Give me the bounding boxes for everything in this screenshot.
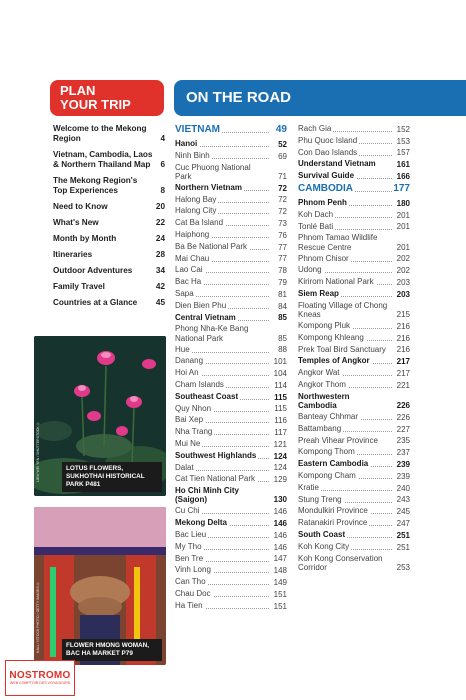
logo-name: NOSTROMO — [9, 670, 71, 681]
toc-entry-title: South Coast — [298, 529, 346, 539]
photo-credit: KALL / ISTOCK PHOTO / GETTY IMAGES © — [36, 581, 40, 653]
toc-entry-title: Survival Guide — [298, 171, 355, 181]
toc-entry[interactable] — [298, 198, 410, 208]
toc-entry-page: 243 — [396, 495, 410, 505]
toc-entry-page: 239 — [396, 471, 410, 481]
toc-entry-page: 52 — [278, 139, 287, 149]
toc-entry[interactable] — [175, 206, 287, 216]
toc-entry[interactable] — [175, 565, 287, 575]
toc-entry-page: 130 — [273, 495, 287, 505]
toc-entry-page: 124 — [273, 463, 287, 473]
toc-entry-page: 216 — [396, 333, 410, 343]
toc-entry-page: 85 — [278, 313, 287, 323]
plan-item[interactable] — [53, 234, 165, 244]
toc-entry-page: 201 — [396, 222, 410, 232]
toc-entry[interactable] — [175, 577, 287, 587]
toc-entry-page: 78 — [278, 266, 287, 276]
toc-entry-page: 124 — [273, 451, 287, 461]
plan-item[interactable] — [53, 124, 165, 144]
toc-entry-page: 81 — [278, 289, 287, 299]
toc-entry[interactable] — [298, 459, 410, 469]
toc-entry-title: Prek Toal Bird Sanctuary — [298, 344, 386, 354]
toc-entry[interactable] — [175, 368, 287, 378]
section-heading[interactable] — [175, 124, 287, 135]
toc-entry-title: Cham Islands — [175, 379, 224, 389]
plan-item-page: 8 — [160, 186, 165, 195]
toc-entry[interactable] — [175, 530, 287, 540]
toc-entry-page: 221 — [396, 380, 410, 390]
toc-entry-page: 84 — [278, 301, 287, 311]
toc-entry[interactable] — [175, 427, 287, 437]
toc-entry[interactable] — [298, 412, 410, 422]
toc-entry-title: Bai Xep — [175, 415, 204, 425]
plan-item-title: Month by Month — [53, 234, 117, 243]
toc-entry-title: CAMBODIA — [298, 182, 353, 194]
plan-item-page: 42 — [155, 282, 165, 291]
toc-entry[interactable] — [175, 195, 287, 205]
toc-entry-page: 216 — [396, 345, 410, 355]
toc-entry-title: Halong Bay — [175, 194, 217, 204]
photo-caption: LOTUS FLOWERS, SUKHOTHAI HISTORICAL PARK P481 — [62, 462, 162, 492]
toc-entry[interactable] — [298, 345, 410, 355]
toc-entry[interactable] — [298, 265, 410, 275]
toc-entry[interactable] — [175, 463, 287, 473]
toc-entry-page: 148 — [273, 566, 287, 576]
toc-entry[interactable] — [298, 148, 410, 158]
toc-entry-title: Halong City — [175, 206, 217, 216]
toc-entry-title: Kirirom National Park — [298, 277, 374, 287]
photo-caption: FLOWER HMONG WOMAN, BAC HA MARKET P79 — [62, 639, 162, 661]
toc-entry-page: 227 — [396, 424, 410, 434]
toc-entry-page: 237 — [396, 448, 410, 458]
toc-entry-page: 149 — [273, 577, 287, 587]
toc-entry[interactable] — [175, 277, 287, 287]
toc-entry-title: Siem Reap — [298, 288, 339, 298]
logo-tagline: WEB COMPTOIR DES VOYAGEURS — [9, 681, 71, 685]
toc-entry-title: Lao Cai — [175, 265, 203, 275]
toc-entry-page: 245 — [396, 507, 410, 517]
toc-entry-title: Phong Nha-Ke Bang National Park — [175, 324, 249, 343]
toc-entry[interactable] — [298, 210, 410, 220]
toc-entry[interactable] — [298, 321, 410, 331]
toc-entry-title: Hue — [175, 344, 190, 354]
toc-entry-page: 240 — [396, 483, 410, 493]
toc-entry[interactable] — [175, 542, 287, 552]
toc-entry-page: 147 — [273, 554, 287, 564]
toc-entry-page: 217 — [396, 368, 410, 378]
toc-entry-page: 121 — [273, 439, 287, 449]
plan-item[interactable] — [53, 176, 165, 196]
toc-entry-title: Mui Ne — [175, 438, 201, 448]
toc-entry[interactable] — [298, 554, 410, 572]
toc-entry-title: Rach Gia — [298, 124, 332, 133]
toc-entry[interactable] — [298, 277, 410, 287]
plan-item-page: 6 — [160, 160, 165, 169]
toc-entry-page: 76 — [278, 230, 287, 240]
toc-entry-title: Angkor Wat — [298, 368, 340, 378]
plan-item-page: 24 — [155, 234, 165, 243]
toc-entry[interactable] — [175, 289, 287, 299]
toc-entry-title: Kompong Pluk — [298, 320, 351, 330]
plan-item-title: Itineraries — [53, 250, 93, 259]
toc-entry-page: 79 — [278, 277, 287, 287]
plan-item-page: 22 — [155, 218, 165, 227]
toc-entry-page: 104 — [273, 368, 287, 378]
plan-item-page: 34 — [155, 266, 165, 275]
toc-entry[interactable] — [298, 222, 410, 232]
toc-entry-page: 215 — [396, 309, 410, 319]
plan-item-title: Need to Know — [53, 202, 108, 211]
toc-entry-title: Southeast Coast — [175, 391, 239, 401]
toc-entry-title: Chau Doc — [175, 588, 211, 598]
toc-entry[interactable] — [175, 589, 287, 599]
toc-entry[interactable] — [298, 136, 410, 146]
toc-entry-page: 153 — [396, 136, 410, 146]
toc-entry[interactable] — [298, 356, 410, 366]
toc-entry-title: Phnom Penh — [298, 197, 347, 207]
toc-entry[interactable] — [175, 151, 287, 161]
toc-entry[interactable] — [175, 486, 287, 504]
toc-entry[interactable] — [298, 483, 410, 493]
toc-entry-title: Battambang — [298, 423, 342, 433]
toc-entry[interactable] — [298, 530, 410, 540]
toc-entry-page: 180 — [396, 198, 410, 208]
toc-entry-page: 247 — [396, 518, 410, 528]
toc-entry[interactable] — [175, 183, 287, 193]
toc-entry-page: 146 — [273, 542, 287, 552]
toc-entry-page: 146 — [273, 530, 287, 540]
plan-item-title: Welcome to the Mekong Region — [53, 124, 147, 143]
toc-entry-page: 117 — [274, 427, 287, 437]
plan-item[interactable] — [53, 298, 165, 308]
toc-entry-title: Vinh Long — [175, 565, 211, 575]
toc-entry[interactable] — [175, 242, 287, 252]
toc-entry-title: Ho Chi Minh City (Saigon) — [175, 486, 239, 505]
toc-entry-page: 203 — [396, 289, 410, 299]
toc-entry[interactable] — [175, 404, 287, 414]
toc-entry-title: Nha Trang — [175, 427, 213, 437]
toc-entry-title: Kompong Khleang — [298, 332, 364, 342]
toc-entry-page: 239 — [396, 459, 410, 469]
toc-entry-title: Phnom Tamao Wildlife Rescue Centre — [298, 233, 378, 252]
toc-entry-page: 69 — [278, 151, 287, 161]
toc-entry-title: Quy Nhon — [175, 403, 212, 413]
plan-item[interactable] — [53, 266, 165, 276]
toc-entry-title: Phnom Chisor — [298, 253, 349, 263]
toc-entry[interactable] — [298, 542, 410, 552]
toc-entry[interactable] — [175, 380, 287, 390]
toc-entry[interactable] — [298, 392, 410, 410]
nostromo-logo — [5, 660, 75, 696]
plan-item-page: 28 — [155, 250, 165, 259]
toc-entry-page: 72 — [278, 207, 287, 217]
toc-entry[interactable] — [175, 265, 287, 275]
toc-entry[interactable] — [298, 254, 410, 264]
toc-entry-page: 226 — [396, 412, 410, 422]
toc-entry-title: Mekong Delta — [175, 518, 228, 528]
plan-item[interactable] — [53, 282, 165, 292]
toc-entry[interactable] — [298, 289, 410, 299]
toc-entry[interactable] — [298, 380, 410, 390]
toc-entry-title: Stung Treng — [298, 494, 342, 504]
toc-entry-page: 72 — [278, 195, 287, 205]
toc-entry-page: 73 — [278, 218, 287, 228]
toc-entry[interactable] — [175, 230, 287, 240]
plan-item-title: Countries at a Glance — [53, 298, 138, 307]
toc-entry[interactable] — [175, 301, 287, 311]
plan-your-trip-list — [53, 124, 165, 314]
toc-entry-page: 161 — [396, 160, 410, 170]
photo-credit: LIEW WEI YEN / SHUTTERSTOCK © — [36, 421, 40, 482]
toc-entry-page: 101 — [273, 357, 287, 367]
toc-entry-title: Koh Dach — [298, 209, 334, 219]
plan-item[interactable] — [53, 250, 165, 260]
toc-entry-page: 202 — [396, 266, 410, 276]
on-the-road-header: ON THE ROAD — [174, 80, 466, 116]
toc-entry-title: Bac Ha — [175, 277, 202, 287]
toc-entry-title: Bac Lieu — [175, 529, 207, 539]
toc-entry[interactable] — [175, 324, 287, 342]
toc-entry-page: 177 — [393, 182, 410, 194]
plan-item-page: 4 — [160, 134, 165, 143]
toc-entry-page: 235 — [396, 436, 410, 446]
plan-item-page: 20 — [155, 202, 165, 211]
toc-entry-page: 203 — [396, 277, 410, 287]
toc-entry[interactable] — [175, 415, 287, 425]
toc-entry[interactable] — [298, 233, 410, 251]
toc-entry-page: 202 — [396, 254, 410, 264]
toc-entry-title: Ratanakiri Province — [298, 518, 368, 528]
toc-entry-title: Preah Vihear Province — [298, 435, 378, 445]
toc-entry-page: 116 — [274, 416, 287, 426]
toc-entry-page: 71 — [278, 171, 287, 181]
toc-entry-page: 146 — [273, 507, 287, 517]
toc-entry-page: 251 — [396, 542, 410, 552]
toc-entry[interactable] — [298, 333, 410, 343]
vietnam-contents-column — [175, 124, 287, 613]
toc-entry-title: Cu Chi — [175, 506, 200, 516]
plan-item-title: What's New — [53, 218, 99, 227]
toc-entry-page: 151 — [273, 589, 287, 599]
plan-your-trip-header — [50, 80, 164, 116]
toc-entry-page: 77 — [278, 254, 287, 264]
section-heading[interactable] — [298, 183, 410, 194]
toc-entry-title: Ben Tre — [175, 553, 204, 563]
toc-entry-title: Koh Kong City — [298, 541, 350, 551]
toc-entry-title: Eastern Cambodia — [298, 459, 369, 469]
toc-entry-page: 72 — [278, 183, 287, 193]
plan-item-title: Family Travel — [53, 282, 105, 291]
toc-entry[interactable] — [298, 447, 410, 457]
toc-entry-page: 217 — [396, 357, 410, 367]
toc-entry[interactable] — [175, 218, 287, 228]
toc-entry-title: Cuc Phuong National Park — [175, 162, 251, 181]
plan-item-title: Outdoor Adventures — [53, 266, 133, 275]
toc-entry[interactable] — [175, 506, 287, 516]
toc-entry-page: 77 — [278, 242, 287, 252]
plan-header-line1: PLAN — [60, 83, 96, 98]
toc-entry-page: 201 — [396, 210, 410, 220]
toc-entry-title: VIETNAM — [175, 124, 220, 135]
toc-entry-page: 151 — [273, 601, 287, 611]
toc-entry-page: 152 — [396, 124, 410, 134]
toc-entry-title: Understand Vietnam — [298, 159, 376, 169]
toc-entry[interactable] — [298, 518, 410, 528]
toc-entry[interactable] — [175, 356, 287, 366]
toc-entry-title: Kratie — [298, 482, 319, 492]
toc-entry[interactable] — [298, 424, 410, 434]
toc-entry[interactable] — [298, 506, 410, 516]
toc-entry-title: Koh Kong Conservation Corridor — [298, 553, 383, 572]
toc-entry-page: 253 — [396, 562, 410, 572]
toc-entry-page: 201 — [396, 242, 410, 252]
toc-entry-page: 216 — [396, 321, 410, 331]
toc-entry[interactable] — [298, 471, 410, 481]
toc-entry-title: Ha Tien — [175, 600, 203, 610]
toc-entry-title: Northern Vietnam — [175, 182, 242, 192]
toc-entry-title: Temples of Angkor — [298, 356, 370, 366]
toc-entry-title: Floating Village of Chong Kneas — [298, 300, 388, 319]
plan-item[interactable] — [53, 218, 165, 228]
toc-entry-title: Phu Quoc Island — [298, 135, 358, 145]
toc-entry-title: Southwest Highlands — [175, 450, 257, 460]
toc-entry-title: Ba Be National Park — [175, 241, 248, 251]
toc-entry-title: Ninh Binh — [175, 150, 210, 160]
toc-entry-title: Dien Bien Phu — [175, 300, 227, 310]
toc-entry[interactable] — [298, 368, 410, 378]
toc-entry-page: 88 — [278, 345, 287, 355]
toc-entry-page: 129 — [273, 475, 287, 485]
toc-entry[interactable] — [298, 495, 410, 505]
toc-entry-title: Mondulkiri Province — [298, 506, 368, 516]
toc-entry-page: 114 — [274, 380, 287, 390]
toc-entry-title: Cat Tien National Park — [175, 474, 256, 484]
toc-entry-title: Cat Ba Island — [175, 218, 224, 228]
toc-entry-title: Banteay Chhmar — [298, 411, 359, 421]
toc-entry[interactable] — [298, 171, 410, 181]
plan-item-title: The Mekong Region's Top Experiences — [53, 176, 138, 195]
toc-entry-title: Danang — [175, 356, 204, 366]
toc-entry-title: Kompong Cham — [298, 470, 356, 480]
toc-entry[interactable] — [298, 436, 410, 446]
toc-entry[interactable] — [298, 301, 410, 319]
toc-entry[interactable] — [175, 313, 287, 323]
toc-entry-page: 85 — [278, 333, 287, 343]
toc-entry-title: Haiphong — [175, 229, 210, 239]
toc-entry-title: My Tho — [175, 541, 202, 551]
cambodia-contents-column — [298, 124, 410, 574]
toc-entry-title: Tonlé Bati — [298, 221, 334, 231]
toc-entry-title: Mai Chau — [175, 253, 210, 263]
toc-entry-title: Sapa — [175, 288, 194, 298]
toc-entry[interactable] — [175, 474, 287, 484]
hmong-woman-photo — [34, 507, 166, 665]
toc-entry-page: 49 — [275, 124, 287, 135]
toc-entry-title: Hanoi — [175, 139, 198, 148]
toc-entry-title: Udong — [298, 265, 322, 275]
toc-entry-title: Can Tho — [175, 577, 206, 587]
toc-entry[interactable] — [175, 139, 287, 149]
toc-entry[interactable] — [175, 439, 287, 449]
toc-entry-title: Angkor Thom — [298, 379, 346, 389]
toc-entry[interactable] — [175, 254, 287, 264]
toc-entry-title: Central Vietnam — [175, 312, 236, 322]
toc-entry-page: 157 — [396, 148, 410, 158]
toc-entry[interactable] — [175, 392, 287, 402]
toc-entry[interactable] — [298, 124, 410, 134]
plan-item-title: Vietnam, Cambodia, Laos & Northern Thailand Map — [53, 150, 153, 169]
toc-entry[interactable] — [298, 159, 410, 169]
toc-entry[interactable] — [175, 601, 287, 611]
toc-entry[interactable] — [175, 451, 287, 461]
toc-entry[interactable] — [175, 345, 287, 355]
toc-entry-title: Northwestern Cambodia — [298, 391, 350, 410]
toc-entry-title: Kompong Thom — [298, 447, 355, 457]
toc-entry-page: 115 — [274, 404, 287, 414]
toc-entry-title: Con Dao Islands — [298, 147, 358, 157]
toc-entry[interactable] — [175, 518, 287, 528]
toc-entry-page: 146 — [273, 518, 287, 528]
toc-entry-title: Dalat — [175, 462, 194, 472]
toc-entry[interactable] — [175, 554, 287, 564]
plan-item[interactable] — [53, 202, 165, 212]
lotus-flowers-photo — [34, 336, 166, 496]
plan-header-line2: YOUR TRIP — [60, 97, 131, 112]
toc-entry[interactable] — [175, 163, 287, 181]
toc-entry-title: Hoi An — [175, 368, 199, 378]
toc-entry-page: 251 — [396, 530, 410, 540]
plan-item[interactable] — [53, 150, 165, 170]
toc-entry-page: 166 — [396, 171, 410, 181]
toc-entry-page: 226 — [396, 400, 410, 410]
plan-item-page: 45 — [155, 298, 165, 307]
toc-entry-page: 115 — [274, 392, 287, 402]
